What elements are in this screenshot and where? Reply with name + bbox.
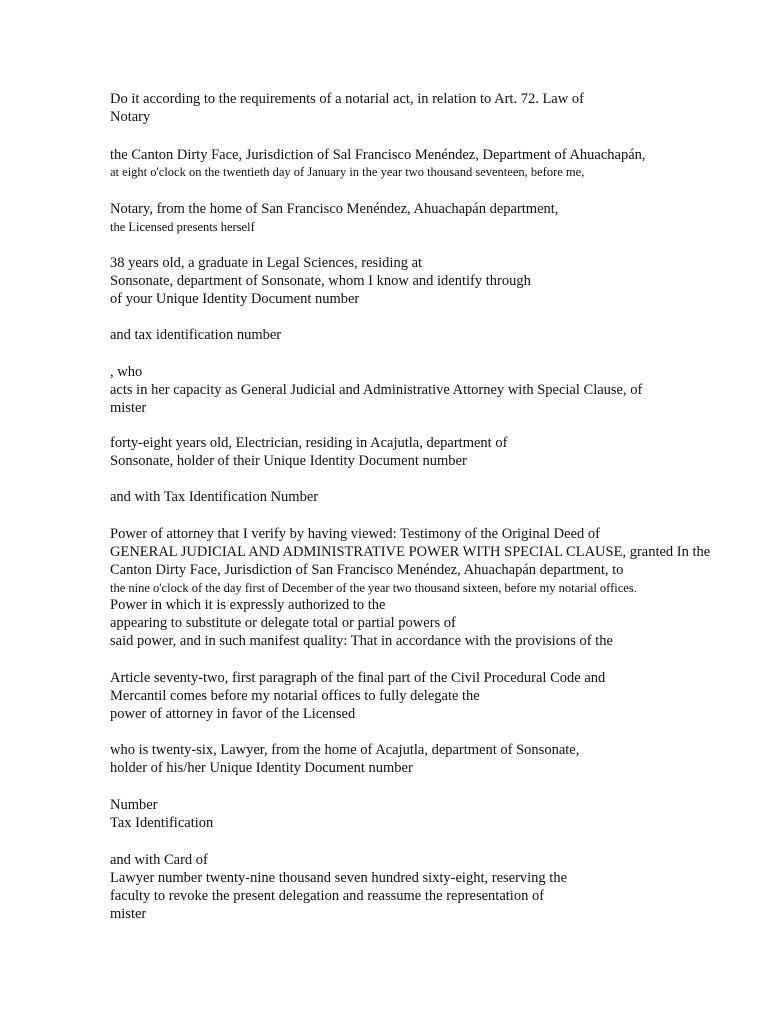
text-line: Lawyer number twenty-nine thousand seven hundred sixty-eight, reserving the xyxy=(110,870,568,886)
text-line: and tax identification number xyxy=(110,327,282,343)
text-line: Do it according to the requirements of a notarial act, in relation to Art. 72. Law of xyxy=(110,91,584,107)
text-line: Power in which it is expressly authorized to the xyxy=(110,597,386,613)
text-line: Notary, from the home of San Francisco Menéndez, Ahuachapán department, xyxy=(110,201,559,217)
text-line: Power of attorney that I verify by having viewed: Testimony of the Original Deed of xyxy=(110,526,600,542)
text-line: Mercantil comes before my notarial offices to fully delegate the xyxy=(110,688,480,704)
text-line: forty-eight years old, Electrician, residing in Acajutla, department of xyxy=(110,435,508,451)
text-line: and with Card of xyxy=(110,852,208,868)
text-line: faculty to revoke the present delegation and reassume the representation of xyxy=(110,888,545,904)
text-line: power of attorney in favor of the Licensed xyxy=(110,706,356,722)
text-line: the Licensed presents herself xyxy=(110,220,255,234)
text-line: Sonsonate, holder of their Unique Identity Document number xyxy=(110,453,467,469)
text-line: Canton Dirty Face, Jurisdiction of San Francisco Menéndez, Ahuachapán department, to xyxy=(110,562,624,578)
text-line: acts in her capacity as General Judicial and Administrative Attorney with Special Clause, of xyxy=(110,382,643,398)
text-line: who is twenty-six, Lawyer, from the home of Acajutla, department of Sonsonate, xyxy=(110,742,580,758)
text-line: Number xyxy=(110,797,158,813)
text-line: said power, and in such manifest quality: That in accordance with the provisions of the xyxy=(110,633,613,649)
text-line: appearing to substitute or delegate total or partial powers of xyxy=(110,615,456,631)
text-line: Tax Identification xyxy=(110,815,214,831)
text-line: the nine o'clock of the day first of December of the year two thousand sixteen, before my notarial offices. xyxy=(110,581,637,595)
text-line: Notary xyxy=(110,109,151,125)
text-line: at eight o'clock on the twentieth day of January in the year two thousand seventeen, before me, xyxy=(110,165,585,179)
text-line: the Canton Dirty Face, Jurisdiction of Sal Francisco Menéndez, Department of Ahuachapán, xyxy=(110,147,646,163)
text-line: , who xyxy=(110,364,143,380)
text-line: Sonsonate, department of Sonsonate, whom I know and identify through xyxy=(110,273,531,289)
text-line: 38 years old, a graduate in Legal Sciences, residing at xyxy=(110,255,423,271)
text-line: mister xyxy=(110,906,147,922)
text-line: of your Unique Identity Document number xyxy=(110,291,360,307)
text-line: and with Tax Identification Number xyxy=(110,489,319,505)
text-line: Article seventy-two, first paragraph of the final part of the Civil Procedural Code and xyxy=(110,670,606,686)
text-line: holder of his/her Unique Identity Document number xyxy=(110,760,413,776)
text-line: mister xyxy=(110,400,147,416)
text-line: GENERAL JUDICIAL AND ADMINISTRATIVE POWER WITH SPECIAL CLAUSE, granted In the xyxy=(110,544,711,560)
